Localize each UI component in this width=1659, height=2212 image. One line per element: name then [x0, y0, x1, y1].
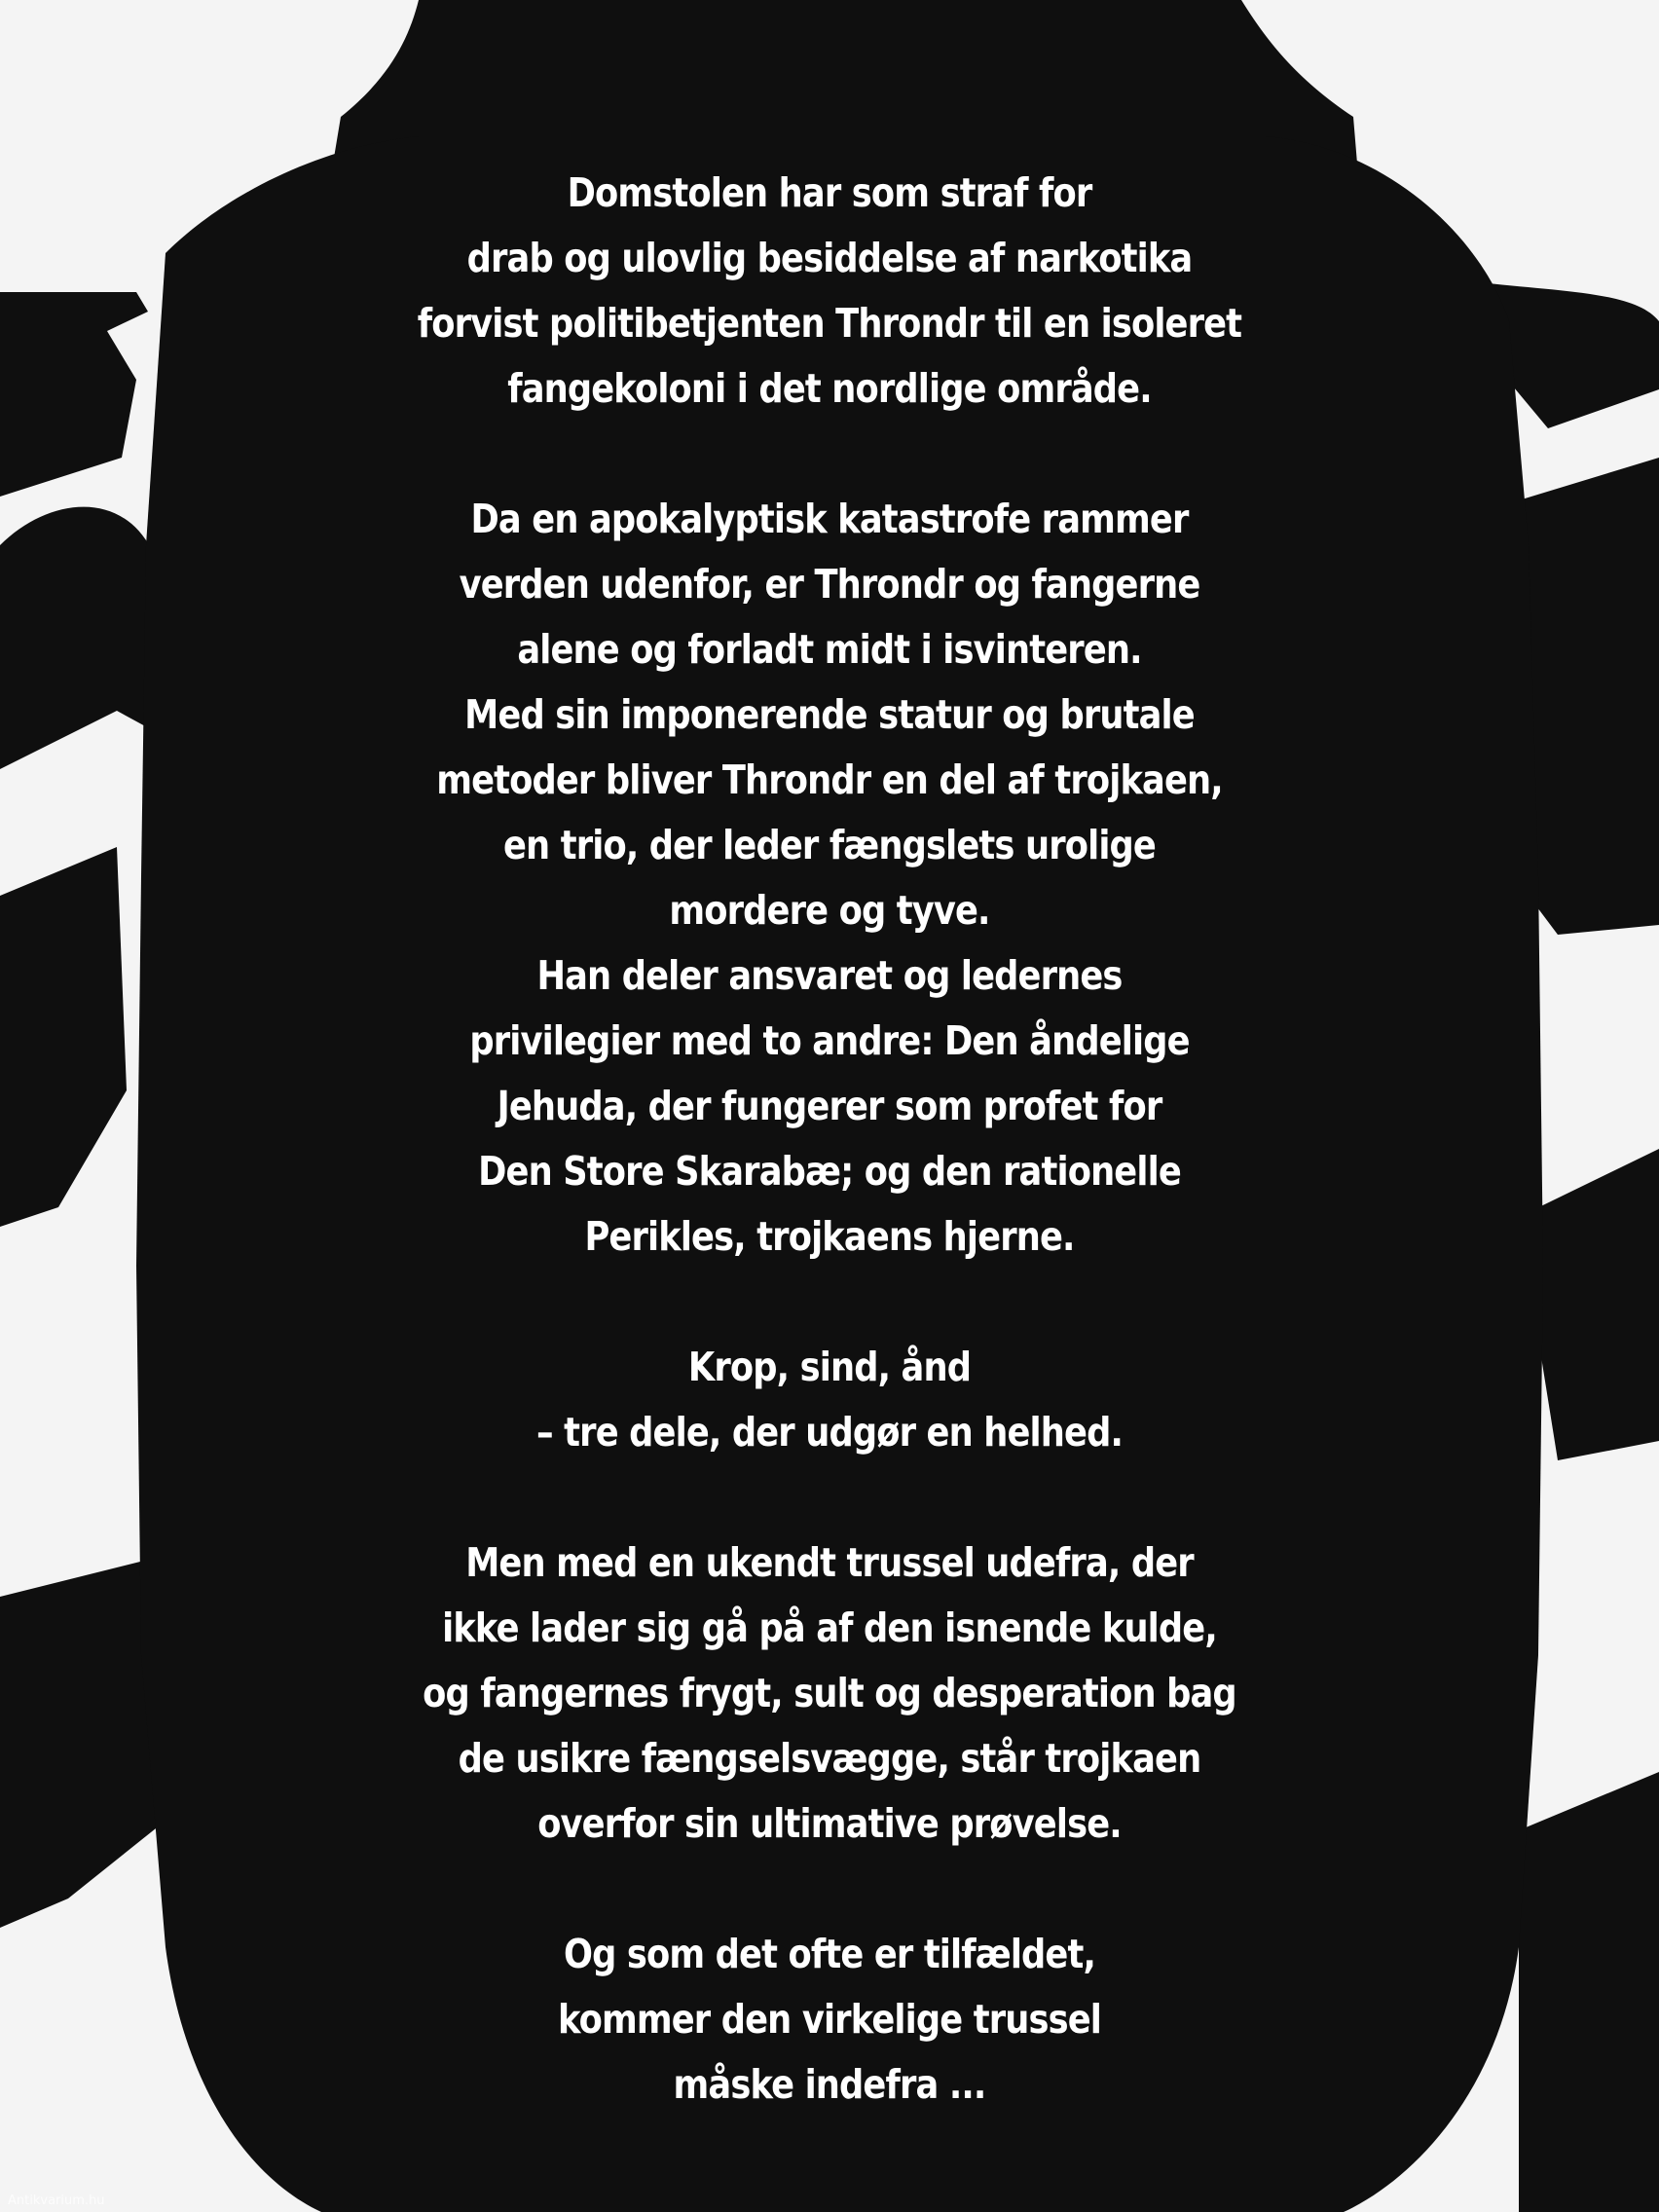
- text-line: forvist politibetjenten Throndr til en isoleret: [417, 300, 1242, 347]
- text-line: Jehuda, der fungerer som profet for: [497, 1083, 1162, 1129]
- text-line: en trio, der leder fængslets urolige: [503, 822, 1156, 868]
- text-line: Men med en ukendt trussel udefra, der: [465, 1539, 1194, 1586]
- paragraph-4: [292, 1530, 1367, 1857]
- blurb-text: [292, 161, 1367, 2118]
- text-line: verden udenfor, er Throndr og fangerne: [459, 561, 1200, 608]
- text-line: – tre dele, der udgør en helhed.: [536, 1409, 1123, 1456]
- text-line: alene og forladt midt i isvinteren.: [517, 626, 1142, 673]
- paragraph-1: [292, 161, 1367, 422]
- text-line: ikke lader sig gå på af den isnende kulde,: [442, 1604, 1217, 1651]
- paragraph-3: [292, 1335, 1367, 1465]
- text-line: drab og ulovlig besiddelse af narkotika: [466, 235, 1193, 281]
- text-line: fangekoloni i det nordlige område.: [507, 365, 1152, 412]
- watermark: Antikvarium.hu: [8, 2194, 105, 2208]
- text-line: Da en apokalyptisk katastrofe rammer: [470, 496, 1189, 542]
- text-line: Med sin imponerende statur og brutale: [464, 691, 1195, 738]
- text-line: de usikre fængselsvægge, står trojkaen: [458, 1735, 1201, 1782]
- text-line: og fangernes frygt, sult og desperation bag: [423, 1670, 1236, 1716]
- text-line: Perikles, trojkaens hjerne.: [584, 1213, 1075, 1260]
- text-line: metoder bliver Throndr en del af trojkaen,: [436, 756, 1223, 803]
- text-line: privilegier med to andre: Den åndelige: [469, 1017, 1190, 1064]
- text-line: Han deler ansvaret og ledernes: [536, 952, 1123, 999]
- text-line: Krop, sind, ånd: [687, 1344, 972, 1390]
- text-line: Domstolen har som straf for: [567, 169, 1092, 216]
- text-line: Den Store Skarabæ; og den rationelle: [478, 1148, 1181, 1195]
- text-line: måske indefra ...: [673, 2061, 986, 2108]
- text-line: kommer den virkelige trussel: [557, 1996, 1102, 2043]
- paragraph-5: [292, 1922, 1367, 2118]
- paragraph-2: [292, 487, 1367, 1270]
- text-line: overfor sin ultimative prøvelse.: [537, 1800, 1122, 1847]
- text-line: mordere og tyve.: [669, 887, 990, 934]
- text-line: Og som det ofte er tilfældet,: [563, 1931, 1096, 1977]
